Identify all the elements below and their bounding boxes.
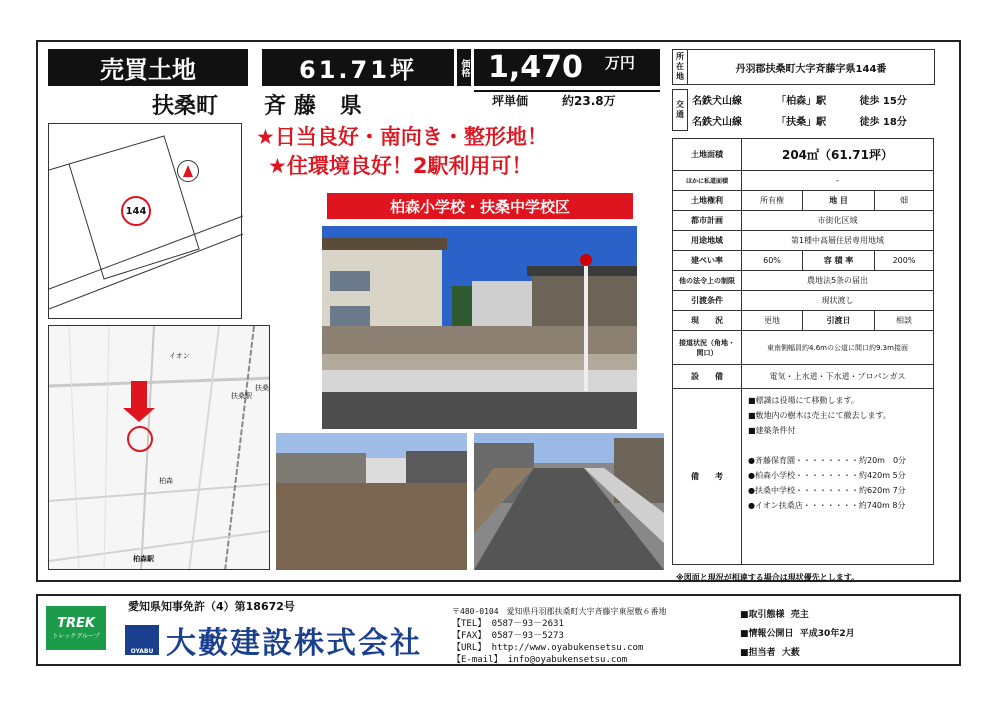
- city-plan: 市街化区域: [742, 211, 934, 231]
- zoning: 第1種中高層住居専用地域: [742, 231, 934, 251]
- unit-price: 約23.8万: [562, 93, 616, 108]
- handover: 相談: [875, 311, 934, 331]
- far: 200%: [875, 251, 934, 271]
- map-label-kashiwamori-station: 柏森駅: [133, 555, 154, 563]
- published-label: ■情報公開日: [740, 629, 794, 639]
- access-table: [672, 89, 935, 131]
- published: 平成30年2月: [799, 629, 855, 639]
- company-name: 大藪建設株式会社: [166, 626, 422, 661]
- photo-2-scene: [276, 433, 467, 570]
- url: 【URL】 http://www.oyabukensetsu.com: [452, 643, 644, 653]
- school-banner: 柏森小学校・扶桑中学校区: [327, 193, 633, 219]
- main-site-photo: [322, 226, 637, 429]
- deal-label: ■取引態様: [740, 610, 785, 620]
- status: 更地: [742, 311, 803, 331]
- other-law: 農地法5条の届出: [742, 271, 934, 291]
- land-area-label: 土地面積: [673, 139, 742, 171]
- site-photo-2: [276, 433, 467, 570]
- remark-item: ■建築条件付: [748, 426, 796, 435]
- map-label-fuso-station: 扶桑駅: [231, 392, 252, 400]
- facilities: 電気・上水道・下水道・プロパンガス: [742, 365, 934, 389]
- access-label: 交通: [673, 90, 688, 131]
- plot-diagram: [48, 123, 242, 319]
- lot-number-badge: 144: [121, 196, 151, 226]
- delivery: 現状渡し: [742, 291, 934, 311]
- district: 斉藤: [264, 94, 325, 119]
- oyabu-logo-icon: [125, 625, 159, 655]
- tel: 【TEL】 0587－93－2631: [452, 619, 564, 629]
- access-row-1-line: 名鉄犬山線: [692, 96, 742, 108]
- area-tsubo: 61.71坪: [262, 49, 454, 86]
- private-road: -: [742, 171, 934, 191]
- coverage: 60%: [742, 251, 803, 271]
- access-row-2-walk: 徒歩 18分: [859, 116, 907, 128]
- facilities-label: 設 備: [673, 365, 742, 389]
- contact-block: [452, 606, 734, 666]
- highlight-line-2: ★住環境良好！2駅利用可！: [268, 154, 533, 178]
- postal-address: 〒480-0104 愛知県丹羽郡扶桑町大字斉藤字東屋敷６番地: [452, 607, 667, 616]
- remark-item: ●斉藤保育園・・・・・・・・約20m 0分: [748, 456, 907, 465]
- remark-item: [748, 438, 927, 453]
- district-suffix: 県: [339, 94, 370, 119]
- property-spec-table: [672, 138, 934, 565]
- deal: 売主: [790, 610, 809, 620]
- far-label: 容 積 率: [803, 251, 875, 271]
- main-photo-scene: [322, 226, 637, 429]
- remark-item: ●柏森小学校・・・・・・・・約420m 5分: [748, 471, 906, 480]
- staff-label: ■担当者: [740, 648, 776, 658]
- price: [474, 49, 660, 86]
- location-marker-icon: [127, 426, 153, 452]
- access-row-1-walk: 徒歩 15分: [859, 96, 907, 108]
- area-map: [48, 325, 270, 570]
- photo-3-scene: [474, 433, 664, 570]
- location-address: 丹羽郡扶桑町大字斉藤字県144番: [688, 50, 935, 85]
- town-name: 扶桑町: [152, 94, 219, 119]
- north-arrow-icon: [177, 160, 199, 182]
- remark-item: ●扶桑中学校・・・・・・・・約620m 7分: [748, 486, 906, 495]
- location-label: 所在地: [673, 50, 688, 85]
- remarks-list: [742, 389, 934, 565]
- site-photo-3: [474, 433, 664, 570]
- district-name: [264, 89, 370, 120]
- price-label: 価格: [457, 49, 471, 86]
- fax: 【FAX】 0587－93－5273: [452, 631, 564, 641]
- staff: 大薮: [781, 648, 800, 658]
- rights-label: 土地権利: [673, 191, 742, 211]
- trek-logo-sub: トレックグループ: [52, 633, 100, 640]
- map-label-aeon: イオン: [169, 352, 190, 360]
- map-label-kashiwamori: 柏森: [159, 477, 173, 485]
- land-area: 204㎡（61.71坪）: [742, 139, 934, 171]
- handover-label: 引渡日: [803, 311, 875, 331]
- map-label-fuso: 扶桑: [255, 384, 269, 392]
- rights: 所有権: [742, 191, 803, 211]
- road: 東南側幅員約4.6mの公道に間口約9.3m接面: [742, 331, 934, 365]
- highlight-line-1: ★日当良好・南向き・整形地！: [256, 125, 548, 149]
- license-number: 愛知県知事免許（4）第18672号: [128, 600, 295, 613]
- unit-price-row: [474, 90, 660, 108]
- remark-item: ■標識は役場にて移動します。: [748, 396, 859, 405]
- private-road-label: ほかに私道面積: [673, 171, 742, 191]
- price-value: 1,470: [488, 50, 583, 85]
- location-arrow-head: [123, 408, 155, 422]
- category-label: 地 目: [803, 191, 875, 211]
- category: 畑: [875, 191, 934, 211]
- oyabu-logo-text: OYABU: [130, 648, 154, 655]
- price-unit: 万円: [604, 54, 635, 72]
- remark-item: ●イオン扶桑店・・・・・・・約740m 8分: [748, 501, 906, 510]
- access-row-2-station: 「扶桑」駅: [776, 116, 827, 128]
- disclaimer: ※図面と現況が相違する場合は現状優先とします。: [676, 573, 860, 582]
- unit-price-label: 坪単価: [492, 93, 529, 108]
- trek-logo-text: TREK: [57, 616, 95, 631]
- other-law-label: 他の法令上の制限: [673, 271, 742, 291]
- email: 【E-mail】 info@oyabukensetsu.com: [452, 655, 628, 665]
- map-roads: [49, 326, 270, 570]
- remark-item: ■敷地内の樹木は売主にて撤去します。: [748, 411, 891, 420]
- road-label: 接道状況（角地・間口）: [673, 331, 742, 365]
- delivery-label: 引渡条件: [673, 291, 742, 311]
- status-label: 現 況: [673, 311, 742, 331]
- location-table: [672, 49, 935, 85]
- remarks-label: 備 考: [673, 389, 742, 565]
- access-row-2-line: 名鉄犬山線: [692, 116, 742, 128]
- city-plan-label: 都市計画: [673, 211, 742, 231]
- type-label: 売買土地: [48, 49, 248, 86]
- access-row-1-station: 「柏森」駅: [776, 96, 827, 108]
- zoning-label: 用途地域: [673, 231, 742, 251]
- coverage-label: 建ぺい率: [673, 251, 742, 271]
- deal-info: [740, 606, 855, 663]
- trek-logo: [46, 606, 106, 650]
